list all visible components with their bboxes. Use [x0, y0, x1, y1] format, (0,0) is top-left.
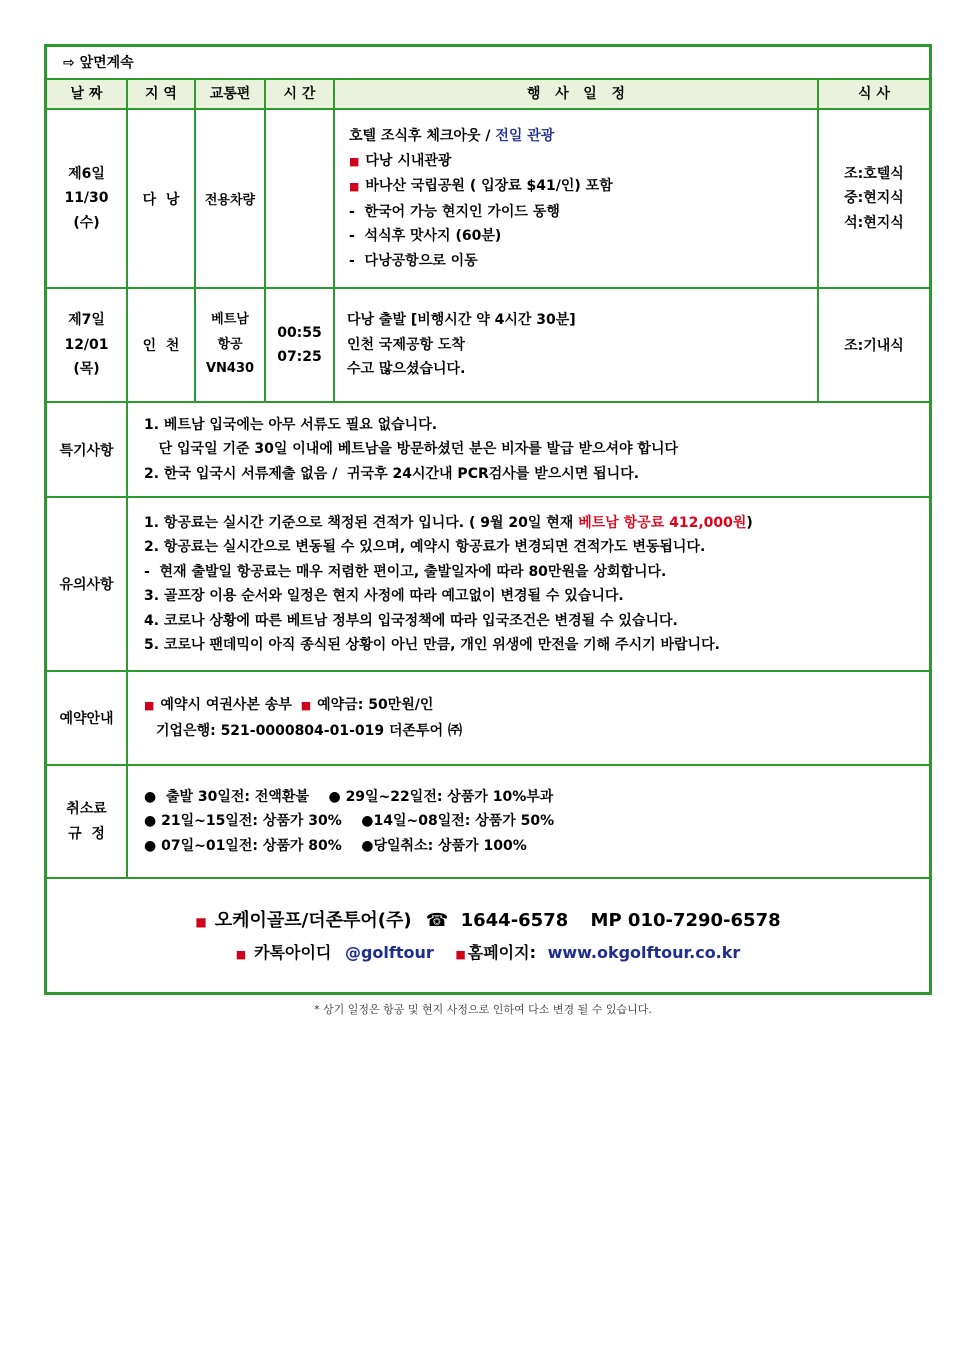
red-square-icon: ■ — [349, 154, 360, 168]
day7-date: 제7일 12/01 (목) — [47, 289, 128, 403]
caution-label: 유의사항 — [47, 498, 128, 672]
caution-notes: 1. 항공료는 실시간 기준으로 책정된 견적가 입니다. ( 9월 20일 현재 베트남 항공료 412,000원) 2. 항공료는 실시간으로 변동될 수 있으며, 예약시 항공료가 변경되면 견적가도 변동됩니다. - 현재 출발일 항공료는 매우 저렴한 편이고, 출발일자에 따라 80만원을 상회합니다. 3. 골프장 이용 순서와 일정은 현지 사정에 따라 예고없이 변경될 수 있습니다. 4. 코로나 상황에 따른 베트남 정부의 입국정책에 따라 입국조건은 변경될 수 있습니다. 5. 코로나 팬데믹이 아직 종식된 상황이 아닌 만큼, 개인 위생에 만전을 기해 주시기 바랍니다. — [128, 498, 929, 672]
special-label: 특기사항 — [47, 403, 128, 498]
day6-date: 제6일 11/30 (수) — [47, 110, 128, 289]
header-time: 시 간 — [266, 80, 335, 110]
day7-meals: 조:기내식 — [819, 289, 929, 403]
day7-transport: 베트남 항공 VN430 — [196, 289, 266, 403]
kakao-id[interactable]: @golftour — [344, 943, 434, 962]
contact-line — [47, 907, 929, 936]
day6-time — [266, 110, 335, 289]
header-region: 지 역 — [128, 80, 196, 110]
day6-meals: 조:호텔식 중:현지식 석:현지식 — [819, 110, 929, 289]
contact-footer — [47, 879, 929, 992]
day7-itinerary: 다낭 출발 [비행시간 약 4시간 30분] 인천 국제공항 도착 수고 많으셨습니다. — [335, 289, 819, 403]
red-square-icon: ■ — [300, 699, 312, 712]
red-square-icon: ■ — [349, 180, 360, 193]
phone-icon: ☎ — [425, 910, 449, 931]
bottom-note: * 상기 일정은 항공 및 현지 사정으로 인하여 다소 변경 될 수 있습니다. — [314, 1003, 652, 1016]
phone-number: 1644-6578 — [460, 910, 569, 931]
header-date: 날 짜 — [47, 80, 128, 110]
day7-time: 00:55 07:25 — [266, 289, 335, 403]
day7-region: 인 천 — [128, 289, 196, 403]
kakao-label: 카톡아이디 — [254, 943, 332, 962]
homepage-link[interactable]: www.okgolftour.co.kr — [547, 943, 741, 962]
booking-label: 예약안내 — [47, 672, 128, 766]
company-name: 오케이골프/더존투어(주) — [214, 910, 412, 931]
day6-region: 다 낭 — [128, 110, 196, 289]
header-transport: 교통편 — [196, 80, 266, 110]
header-meals: 식 사 — [819, 80, 929, 110]
day6-transport: 전용차량 — [196, 110, 266, 289]
homepage-label: 홈페이지: — [467, 943, 536, 962]
red-square-icon: ■ — [455, 948, 466, 961]
day6-itinerary: 호텔 조식후 체크아웃 / 전일 관광 ■ 다낭 시내관광 ■ 바나산 국립공원 ( 입장료 $41/인) 포함 - 한국어 가능 현지인 가이드 동행 - 석식후 맛사지 (60분) - 다낭공항으로 이동 — [335, 110, 819, 289]
itinerary-table — [44, 44, 932, 995]
booking-info: ■ 예약시 여권사본 송부 ■ 예약금: 50만원/인 기업은행: 521-0000804-01-019 더존투어 ㈜ — [128, 672, 929, 766]
special-notes: 1. 베트남 입국에는 아무 서류도 필요 없습니다. 단 입국일 기준 30일 이내에 베트남을 방문하셨던 분은 비자를 발급 받으셔야 합니다 2. 한국 입국시 서류제출 없음 / 귀국후 24시간내 PCR검사를 받으시면 됩니다. — [128, 403, 929, 498]
red-square-icon: ■ — [235, 948, 247, 961]
header-schedule: 행 사 일 정 — [335, 80, 819, 110]
red-square-icon: ■ — [195, 915, 207, 929]
mobile-number: MP 010-7290-6578 — [590, 910, 781, 931]
online-line — [47, 940, 929, 968]
red-square-icon: ■ — [144, 699, 155, 712]
cancel-label: 취소료 규 정 — [47, 766, 128, 879]
cancel-policy: ● 출발 30일전: 전액환불 ● 29일~22일전: 상품가 10%부과 ● 21일~15일전: 상품가 30% ●14일~08일전: 상품가 50% ● 07일~01일전: 상품가 80% ●당일취소: 상품가 100% — [128, 766, 929, 879]
continuation-label: ⇨ 앞면계속 — [47, 47, 929, 80]
